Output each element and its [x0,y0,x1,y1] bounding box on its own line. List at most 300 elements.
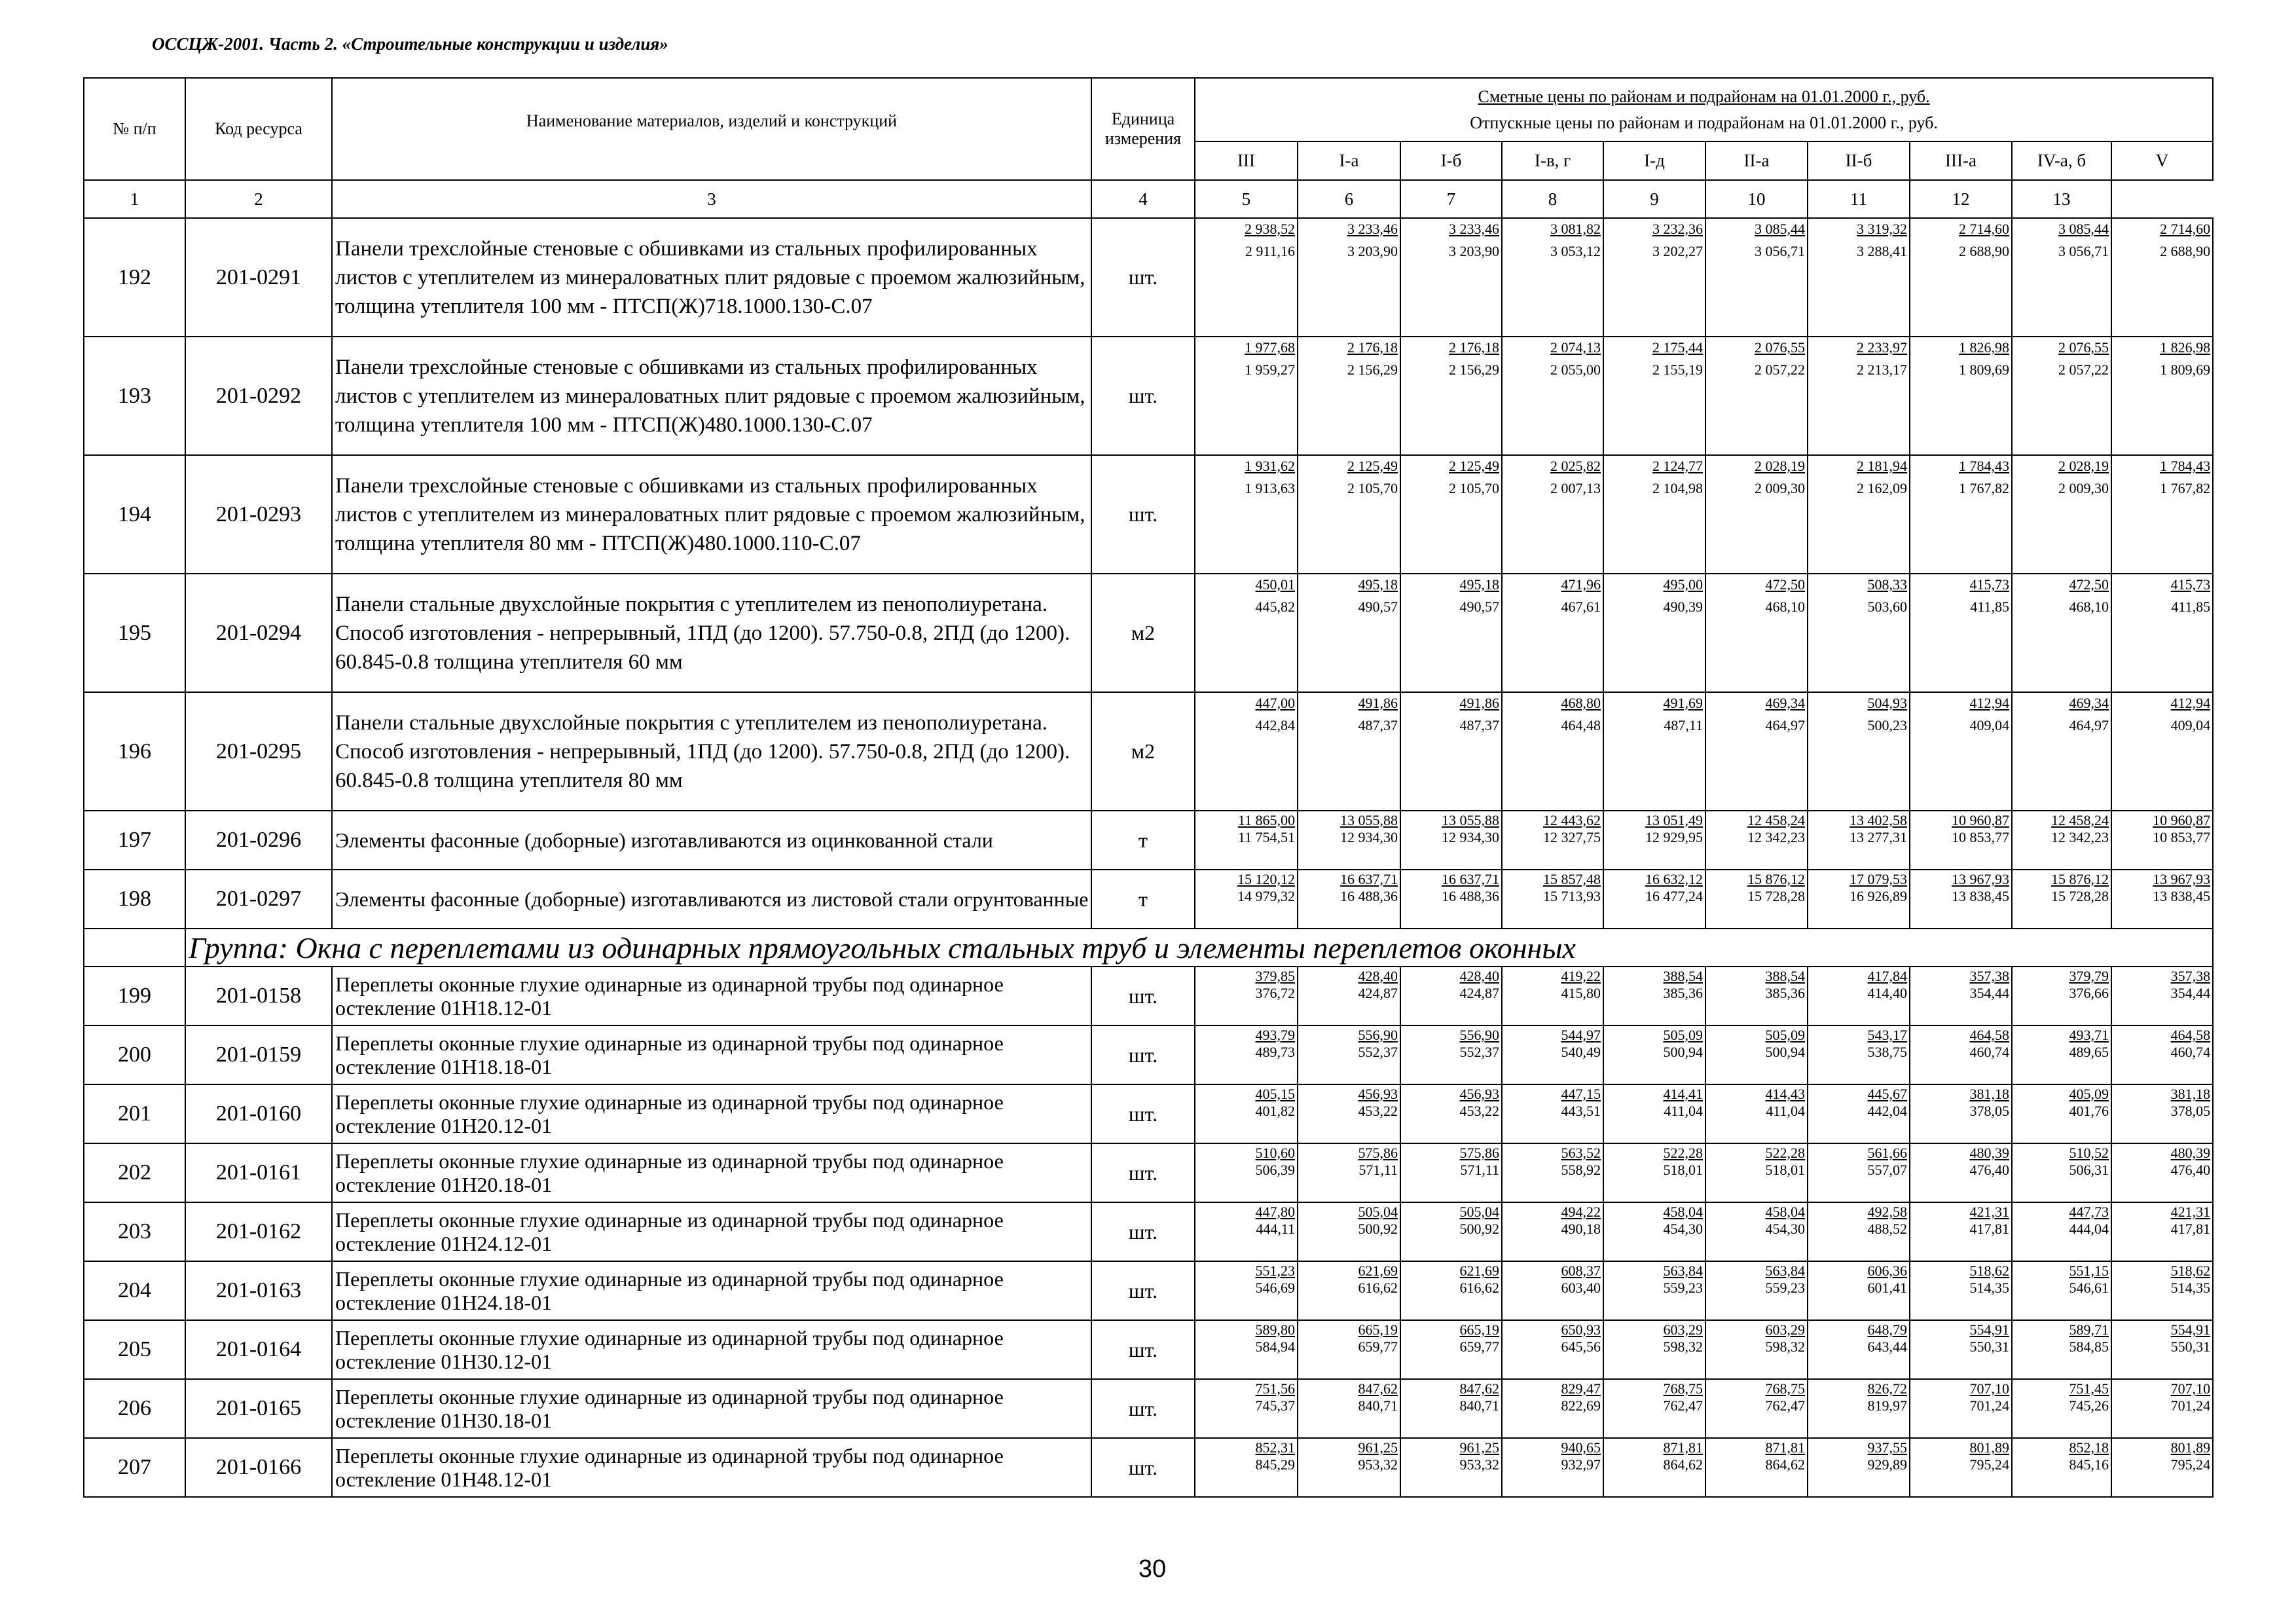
estimate-price: 15 120,12 [1237,871,1295,887]
price-cell [1808,455,1910,574]
release-price: 571,11 [1358,1162,1398,1178]
price-cell [1910,870,2012,929]
price-cell [1705,1261,1808,1320]
price-cell [2111,218,2213,337]
estimate-price: 1 784,43 [2160,458,2211,474]
table-row [84,337,2213,455]
price-cell [1195,967,1298,1025]
row-number: 197 [84,811,185,870]
release-price: 1 767,82 [2160,480,2211,496]
estimate-price: 2 028,19 [1755,458,1805,474]
table-row [84,218,2213,337]
release-price: 468,10 [2069,599,2109,615]
group-empty-cell [84,929,185,967]
table-row [84,967,2213,1025]
price-cell [1195,1320,1298,1379]
release-price: 378,05 [1969,1103,2009,1119]
estimate-price: 2 025,82 [1550,458,1601,474]
price-cell [1705,1202,1808,1261]
estimate-price: 12 443,62 [1543,812,1601,828]
release-price: 932,97 [1561,1456,1601,1473]
estimate-price: 456,93 [1459,1086,1499,1102]
unit-of-measure: т [1091,811,1195,870]
column-number: 9 [1603,180,1705,218]
estimate-price: 15 876,12 [2051,871,2109,887]
release-price: 659,77 [1459,1338,1499,1355]
release-price: 540,49 [1561,1044,1601,1060]
price-cell [2012,1202,2111,1261]
price-cell [2111,1261,2213,1320]
estimate-price: 852,18 [2069,1439,2109,1456]
price-cell [1603,1143,1705,1202]
estimate-price: 2 124,77 [1652,458,1703,474]
estimate-price: 480,39 [2170,1145,2211,1161]
price-cell [1808,337,1910,455]
estimate-price: 405,09 [2069,1086,2109,1102]
price-cell [1298,455,1400,574]
price-cell [1502,1379,1603,1438]
estimate-price: 421,31 [1969,1204,2009,1220]
release-price: 558,92 [1561,1162,1601,1178]
table-row [84,1261,2213,1320]
price-cell [1400,811,1502,870]
material-name: Переплеты оконные глухие одинарные из одинарной трубы под одинарное остекление 01Н48.12-01 [332,1438,1091,1497]
release-price: 489,65 [2069,1044,2109,1060]
estimate-price: 3 085,44 [2058,221,2109,237]
release-price: 417,81 [1969,1221,2009,1237]
estimate-price: 419,22 [1561,968,1601,984]
price-cell [2111,692,2213,811]
price-cell [1502,455,1603,574]
release-price: 476,40 [2170,1162,2211,1178]
price-cell [1705,574,1808,692]
price-cell [1195,870,1298,929]
release-price: 3 203,90 [1449,243,1499,259]
price-cell [1910,337,2012,455]
table-row [84,870,2213,929]
estimate-price: 563,52 [1561,1145,1601,1161]
column-number: 13 [2012,180,2111,218]
estimate-price: 603,29 [1663,1321,1703,1338]
column-number: 11 [1808,180,1910,218]
release-price: 584,85 [2069,1338,2109,1355]
estimate-price: 575,86 [1358,1145,1398,1161]
release-price: 16 488,36 [1442,888,1499,904]
price-cell [1808,1438,1910,1497]
price-cell [2012,870,2111,929]
table-row [84,692,2213,811]
release-price: 12 327,75 [1543,829,1601,845]
estimate-price: 491,86 [1459,695,1499,711]
estimate-price: 13 967,93 [2153,871,2211,887]
row-number: 198 [84,870,185,929]
release-price: 1 913,63 [1245,480,1295,496]
estimate-price: 471,96 [1561,576,1601,593]
release-price: 500,94 [1663,1044,1703,1060]
price-cell [1603,870,1705,929]
estimate-price: 751,45 [2069,1380,2109,1397]
release-price: 385,36 [1663,985,1703,1001]
release-price: 3 053,12 [1550,243,1601,259]
unit-of-measure: шт. [1091,1143,1195,1202]
region-header: III [1195,141,1298,180]
estimate-price: 15 857,48 [1543,871,1601,887]
price-cell [2111,1025,2213,1084]
price-cell [1502,1261,1603,1320]
release-price: 1 767,82 [1959,480,2009,496]
release-price: 616,62 [1358,1280,1398,1296]
release-price: 3 056,71 [2058,243,2109,259]
document-header: ОССЦЖ-2001. Часть 2. «Строительные конструкции и изделия» [152,34,668,54]
estimate-price: 447,00 [1255,695,1295,711]
price-cell [2012,1320,2111,1379]
price-cell [1195,574,1298,692]
resource-code: 201-0158 [185,967,332,1025]
column-number: 12 [1910,180,2012,218]
price-cell [1910,1025,2012,1084]
release-price: 601,41 [1867,1280,1907,1296]
price-cell [1400,1084,1502,1143]
price-cell [1705,218,1808,337]
estimate-price: 469,34 [1765,695,1805,711]
table-row [84,1143,2213,1202]
estimate-price: 621,69 [1459,1263,1499,1279]
price-cell [1808,1202,1910,1261]
release-price: 559,23 [1663,1280,1703,1296]
release-price: 3 202,27 [1652,243,1703,259]
price-cell [2111,1202,2213,1261]
release-price: 442,04 [1867,1103,1907,1119]
release-price: 409,04 [2170,717,2211,733]
release-price: 12 342,23 [2051,829,2109,845]
estimate-price: 544,97 [1561,1027,1601,1043]
material-name: Переплеты оконные глухие одинарные из одинарной трубы под одинарное остекление 01Н20.18-01 [332,1143,1091,1202]
estimate-price: 493,71 [2069,1027,2109,1043]
estimate-price: 801,89 [2170,1439,2211,1456]
estimate-price: 10 960,87 [2153,812,2211,828]
estimate-price: 2 076,55 [2058,339,2109,356]
release-price: 500,94 [1765,1044,1805,1060]
release-price: 411,04 [1766,1103,1805,1119]
release-price: 2 213,17 [1857,361,1907,378]
material-name: Панели трехслойные стеновые с обшивками из стальных профилированных листов с утеплителем из минераловатных плит рядовые с проемом жалюзийным, толщина утеплителя 80 мм - ПТСП(Ж)480.1000.110-С.07 [332,455,1091,574]
price-cell [1298,1084,1400,1143]
price-cell [1195,1438,1298,1497]
release-price: 929,89 [1867,1456,1907,1473]
unit-of-measure: шт. [1091,1202,1195,1261]
price-cell [1195,1143,1298,1202]
material-name: Переплеты оконные глухие одинарные из одинарной трубы под одинарное остекление 01Н20.12-01 [332,1084,1091,1143]
price-cell [1910,967,2012,1025]
table-row [84,455,2213,574]
release-price: 538,75 [1867,1044,1907,1060]
price-cell [1400,692,1502,811]
price-cell [1502,337,1603,455]
estimate-price: 589,71 [2069,1321,2109,1338]
price-cell [2012,1143,2111,1202]
estimate-price: 379,85 [1255,968,1295,984]
resource-code: 201-0166 [185,1438,332,1497]
release-price: 15 728,28 [2051,888,2109,904]
estimate-price: 768,75 [1663,1380,1703,1397]
price-cell [1910,218,2012,337]
release-price: 2 009,30 [1755,480,1805,496]
price-cell [1400,218,1502,337]
region-header: II-б [1808,141,1910,180]
release-price: 840,71 [1358,1397,1398,1414]
price-cell [1705,967,1808,1025]
estimate-price: 826,72 [1867,1380,1907,1397]
estimate-price: 388,54 [1663,968,1703,984]
price-cell [1603,1025,1705,1084]
release-price: 845,16 [2069,1456,2109,1473]
estimate-price: 650,93 [1561,1321,1601,1338]
estimate-price: 10 960,87 [1952,812,2009,828]
price-cell [2111,811,2213,870]
estimate-price: 495,18 [1358,576,1398,593]
price-cell [1808,1261,1910,1320]
release-price: 745,37 [1255,1397,1295,1414]
estimate-price: 494,22 [1561,1204,1601,1220]
estimate-price: 505,04 [1459,1204,1499,1220]
price-cell [1603,337,1705,455]
release-price: 460,74 [1969,1044,2009,1060]
price-cell [1400,1438,1502,1497]
estimate-price: 505,04 [1358,1204,1398,1220]
price-cell [1502,1320,1603,1379]
price-cell [1910,1084,2012,1143]
release-price: 2 007,13 [1550,480,1601,496]
estimate-price: 495,00 [1663,576,1703,593]
row-number: 205 [84,1320,185,1379]
release-price: 2 105,70 [1347,480,1398,496]
price-cell [1195,1379,1298,1438]
price-cell [1910,1202,2012,1261]
release-price: 354,44 [1969,985,2009,1001]
estimate-price: 472,50 [2069,576,2109,593]
estimate-price: 608,37 [1561,1263,1601,1279]
material-name: Панели стальные двухслойные покрытия с утеплителем из пенополиуретана. Способ изготовления - непрерывный, 1ПД (до 1200). 57.750-0.8, 2ПД (до 1200). 60.845-0.8 толщина утеплителя 80 мм [332,692,1091,811]
estimate-price: 2 714,60 [1959,221,2009,237]
price-cell [1603,574,1705,692]
estimate-price: 495,18 [1459,576,1499,593]
release-price: 11 754,51 [1237,829,1295,845]
estimate-price: 2 125,49 [1347,458,1398,474]
column-number: 10 [1705,180,1808,218]
estimate-price: 2 074,13 [1550,339,1601,356]
release-price: 819,97 [1867,1397,1907,1414]
price-cell [1502,1143,1603,1202]
price-cell [1502,870,1603,929]
estimate-price: 505,09 [1765,1027,1805,1043]
estimate-price: 2 233,97 [1857,339,1907,356]
row-number: 193 [84,337,185,455]
group-row [84,929,2213,967]
estimate-price: 414,41 [1663,1086,1703,1102]
estimate-price: 357,38 [1969,968,2009,984]
region-header: II-а [1705,141,1808,180]
estimate-price: 648,79 [1867,1321,1907,1338]
estimate-price: 469,34 [2069,695,2109,711]
price-cell [1195,811,1298,870]
estimate-price: 847,62 [1358,1380,1398,1397]
estimate-price: 563,84 [1663,1263,1703,1279]
price-cell [1502,1202,1603,1261]
row-number: 206 [84,1379,185,1438]
price-cell [1298,1320,1400,1379]
release-price: 378,05 [2170,1103,2211,1119]
price-cell [1603,967,1705,1025]
price-cell [1808,870,1910,929]
price-cell [2111,574,2213,692]
resource-code: 201-0164 [185,1320,332,1379]
unit-of-measure: т [1091,870,1195,929]
release-price: 453,22 [1459,1103,1499,1119]
estimate-price: 15 876,12 [1747,871,1805,887]
price-cell [1910,1143,2012,1202]
release-price: 15 728,28 [1747,888,1805,904]
release-price: 12 934,30 [1442,829,1499,845]
release-price: 546,69 [1255,1280,1295,1296]
release-price: 645,56 [1561,1338,1601,1355]
price-cell [1400,870,1502,929]
column-number: 5 [1195,180,1298,218]
price-cell [1298,1438,1400,1497]
price-cell [1298,1202,1400,1261]
page-number: 30 [1138,1555,1167,1583]
unit-of-measure: шт. [1091,1379,1195,1438]
estimate-price: 518,62 [1969,1263,2009,1279]
price-cell [2111,1084,2213,1143]
estimate-price: 412,94 [1969,695,2009,711]
price-cell [1910,692,2012,811]
release-price: 411,85 [1970,599,2009,615]
table-row [84,574,2213,692]
table-row [84,1025,2213,1084]
row-number: 196 [84,692,185,811]
price-cell [1400,1261,1502,1320]
release-price: 953,32 [1358,1456,1398,1473]
header-prices [1195,78,2213,141]
material-name: Панели трехслойные стеновые с обшивками из стальных профилированных листов с утеплителем из минераловатных плит рядовые с проемом жалюзийным, толщина утеплителя 100 мм - ПТСП(Ж)718.1000.130-С.07 [332,218,1091,337]
release-price: 476,40 [1969,1162,2009,1178]
release-price: 2 057,22 [2058,361,2109,378]
price-cell [1808,1320,1910,1379]
release-price: 464,97 [1765,717,1805,733]
price-cell [1502,1025,1603,1084]
estimate-price: 13 967,93 [1952,871,2009,887]
price-cell [1705,692,1808,811]
price-cell [2111,967,2213,1025]
region-header: IV-а, б [2012,141,2111,180]
estimate-price: 464,58 [2170,1027,2211,1043]
release-price: 571,11 [1460,1162,1499,1178]
header-num: № п/п [84,78,185,180]
material-name: Переплеты оконные глухие одинарные из одинарной трубы под одинарное остекление 01Н30.12-01 [332,1320,1091,1379]
estimate-price: 937,55 [1867,1439,1907,1456]
estimate-price: 2 714,60 [2160,221,2211,237]
material-name: Переплеты оконные глухие одинарные из одинарной трубы под одинарное остекление 01Н24.12-01 [332,1202,1091,1261]
unit-of-measure: м2 [1091,574,1195,692]
estimate-price: 543,17 [1867,1027,1907,1043]
estimate-price: 1 826,98 [1959,339,2009,356]
estimate-price: 447,15 [1561,1086,1601,1102]
estimate-price: 768,75 [1765,1380,1805,1397]
estimate-price: 493,79 [1255,1027,1295,1043]
release-price: 424,87 [1459,985,1499,1001]
header-prices-estimate: Сметные цены по районам и подрайонам на 01.01.2000 г., руб. [1478,86,1930,106]
release-price: 864,62 [1663,1456,1703,1473]
estimate-price: 561,66 [1867,1145,1907,1161]
row-number: 207 [84,1438,185,1497]
estimate-price: 3 085,44 [1755,221,1805,237]
row-number: 195 [84,574,185,692]
release-price: 552,37 [1459,1044,1499,1060]
release-price: 550,31 [1969,1338,2009,1355]
price-cell [1808,574,1910,692]
resource-code: 201-0291 [185,218,332,337]
release-price: 16 477,24 [1645,888,1703,904]
release-price: 489,73 [1255,1044,1295,1060]
price-cell [1298,967,1400,1025]
estimate-price: 510,60 [1255,1145,1295,1161]
estimate-price: 3 233,46 [1449,221,1499,237]
estimate-price: 480,39 [1969,1145,2009,1161]
estimate-price: 12 458,24 [2051,812,2109,828]
release-price: 701,24 [1969,1397,2009,1414]
column-number: 7 [1400,180,1502,218]
release-price: 10 853,77 [2153,829,2211,845]
estimate-price: 554,91 [2170,1321,2211,1338]
release-price: 487,37 [1358,717,1398,733]
price-cell [1502,967,1603,1025]
estimate-price: 940,65 [1561,1439,1601,1456]
release-price: 444,04 [2069,1221,2109,1237]
estimate-price: 665,19 [1358,1321,1398,1338]
price-cell [1705,1320,1808,1379]
table-row [84,1202,2213,1261]
price-cell [1910,1320,2012,1379]
release-price: 500,23 [1867,717,1907,733]
release-price: 12 934,30 [1340,829,1398,845]
price-cell [1195,1025,1298,1084]
price-cell [2111,455,2213,574]
price-cell [2111,1143,2213,1202]
estimate-price: 707,10 [2170,1380,2211,1397]
header-unit: Единица измерения [1091,78,1195,180]
estimate-price: 961,25 [1358,1439,1398,1456]
price-cell [2012,574,2111,692]
release-price: 2 057,22 [1755,361,1805,378]
release-price: 2 688,90 [1959,243,2009,259]
release-price: 445,82 [1255,599,1295,615]
estimate-price: 450,01 [1255,576,1295,593]
release-price: 518,01 [1765,1162,1805,1178]
estimate-price: 472,50 [1765,576,1805,593]
release-price: 401,82 [1255,1103,1295,1119]
price-cell [2012,1084,2111,1143]
release-price: 506,31 [2069,1162,2109,1178]
price-cell [1400,1202,1502,1261]
header-code: Код ресурса [185,78,332,180]
price-cell [1705,811,1808,870]
price-cell [2111,1320,2213,1379]
estimate-price: 464,58 [1969,1027,2009,1043]
resource-code: 201-0160 [185,1084,332,1143]
release-price: 454,30 [1663,1221,1703,1237]
material-name: Элементы фасонные (доборные) изготавливаются из листовой стали огрунтованные [332,870,1091,929]
estimate-price: 3 232,36 [1652,221,1703,237]
